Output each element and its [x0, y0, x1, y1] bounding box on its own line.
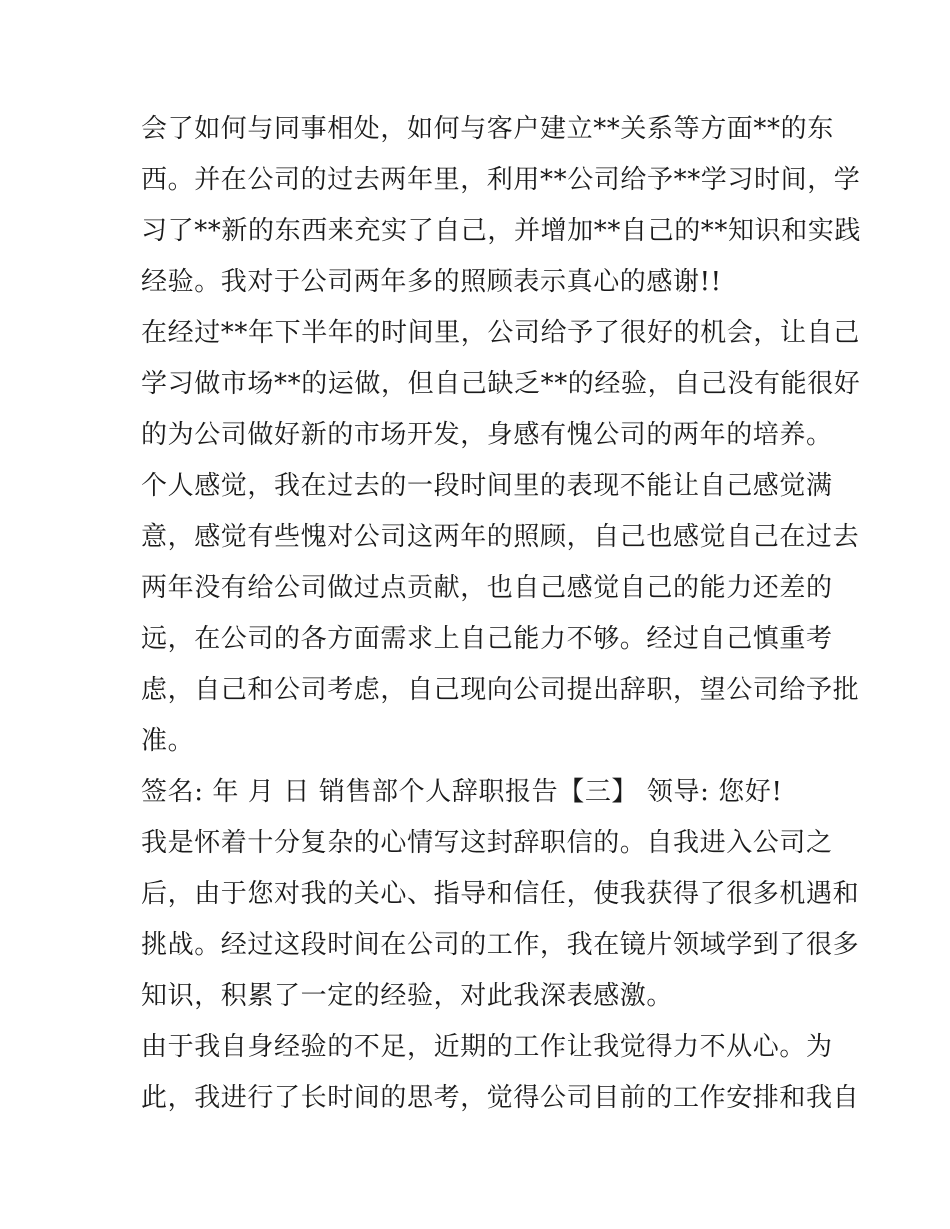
- text-line: 习了**新的东西来充实了自己，并增加**自己的**知识和实践: [141, 216, 862, 246]
- text-line: 学习做市场**的运做，但自己缺乏**的经验，自己没有能很好: [141, 369, 861, 399]
- text-line: 会了如何与同事相处，如何与客户建立**关系等方面**的东: [141, 114, 834, 144]
- document-body: [141, 104, 862, 1124]
- text-line: 西。并在公司的过去两年里，利用**公司给予**学习时间，学: [141, 165, 861, 195]
- text-line: 知识，积累了一定的经验，对此我深表感激。: [141, 981, 674, 1011]
- text-line: 此，我进行了长时间的思考，觉得公司目前的工作安排和我自: [141, 1083, 860, 1113]
- text-line: 挑战。经过这段时间在公司的工作，我在镜片领域学到了很多: [141, 930, 860, 960]
- text-line: 后，由于您对我的关心、指导和信任，使我获得了很多机遇和: [141, 879, 860, 909]
- text-line: 准。: [141, 726, 195, 756]
- signature-heading-line: 签名: 年 月 日 销售部个人辞职报告【三】 领导: 您好!: [141, 777, 783, 807]
- text-line: 我是怀着十分复杂的心情写这封辞职信的。自我进入公司之: [141, 828, 833, 858]
- text-line: 个人感觉，我在过去的一段时间里的表现不能让自己感觉满: [141, 471, 833, 501]
- text-line: 在经过**年下半年的时间里，公司给予了很好的机会，让自己: [141, 318, 860, 348]
- text-line: 两年没有给公司做过点贡献，也自己感觉自己的能力还差的: [141, 573, 833, 603]
- text-line: 意，感觉有些愧对公司这两年的照顾，自己也感觉自己在过去: [141, 522, 860, 552]
- text-line: 远，在公司的各方面需求上自己能力不够。经过自己慎重考: [141, 624, 833, 654]
- text-line: 的为公司做好新的市场开发，身感有愧公司的两年的培养。: [141, 420, 833, 450]
- text-line: 虑，自己和公司考虑，自己现向公司提出辞职，望公司给予批: [141, 675, 860, 705]
- text-line: 经验。我对于公司两年多的照顾表示真心的感谢!!: [141, 267, 722, 297]
- text-line: 由于我自身经验的不足，近期的工作让我觉得力不从心。为: [141, 1032, 833, 1062]
